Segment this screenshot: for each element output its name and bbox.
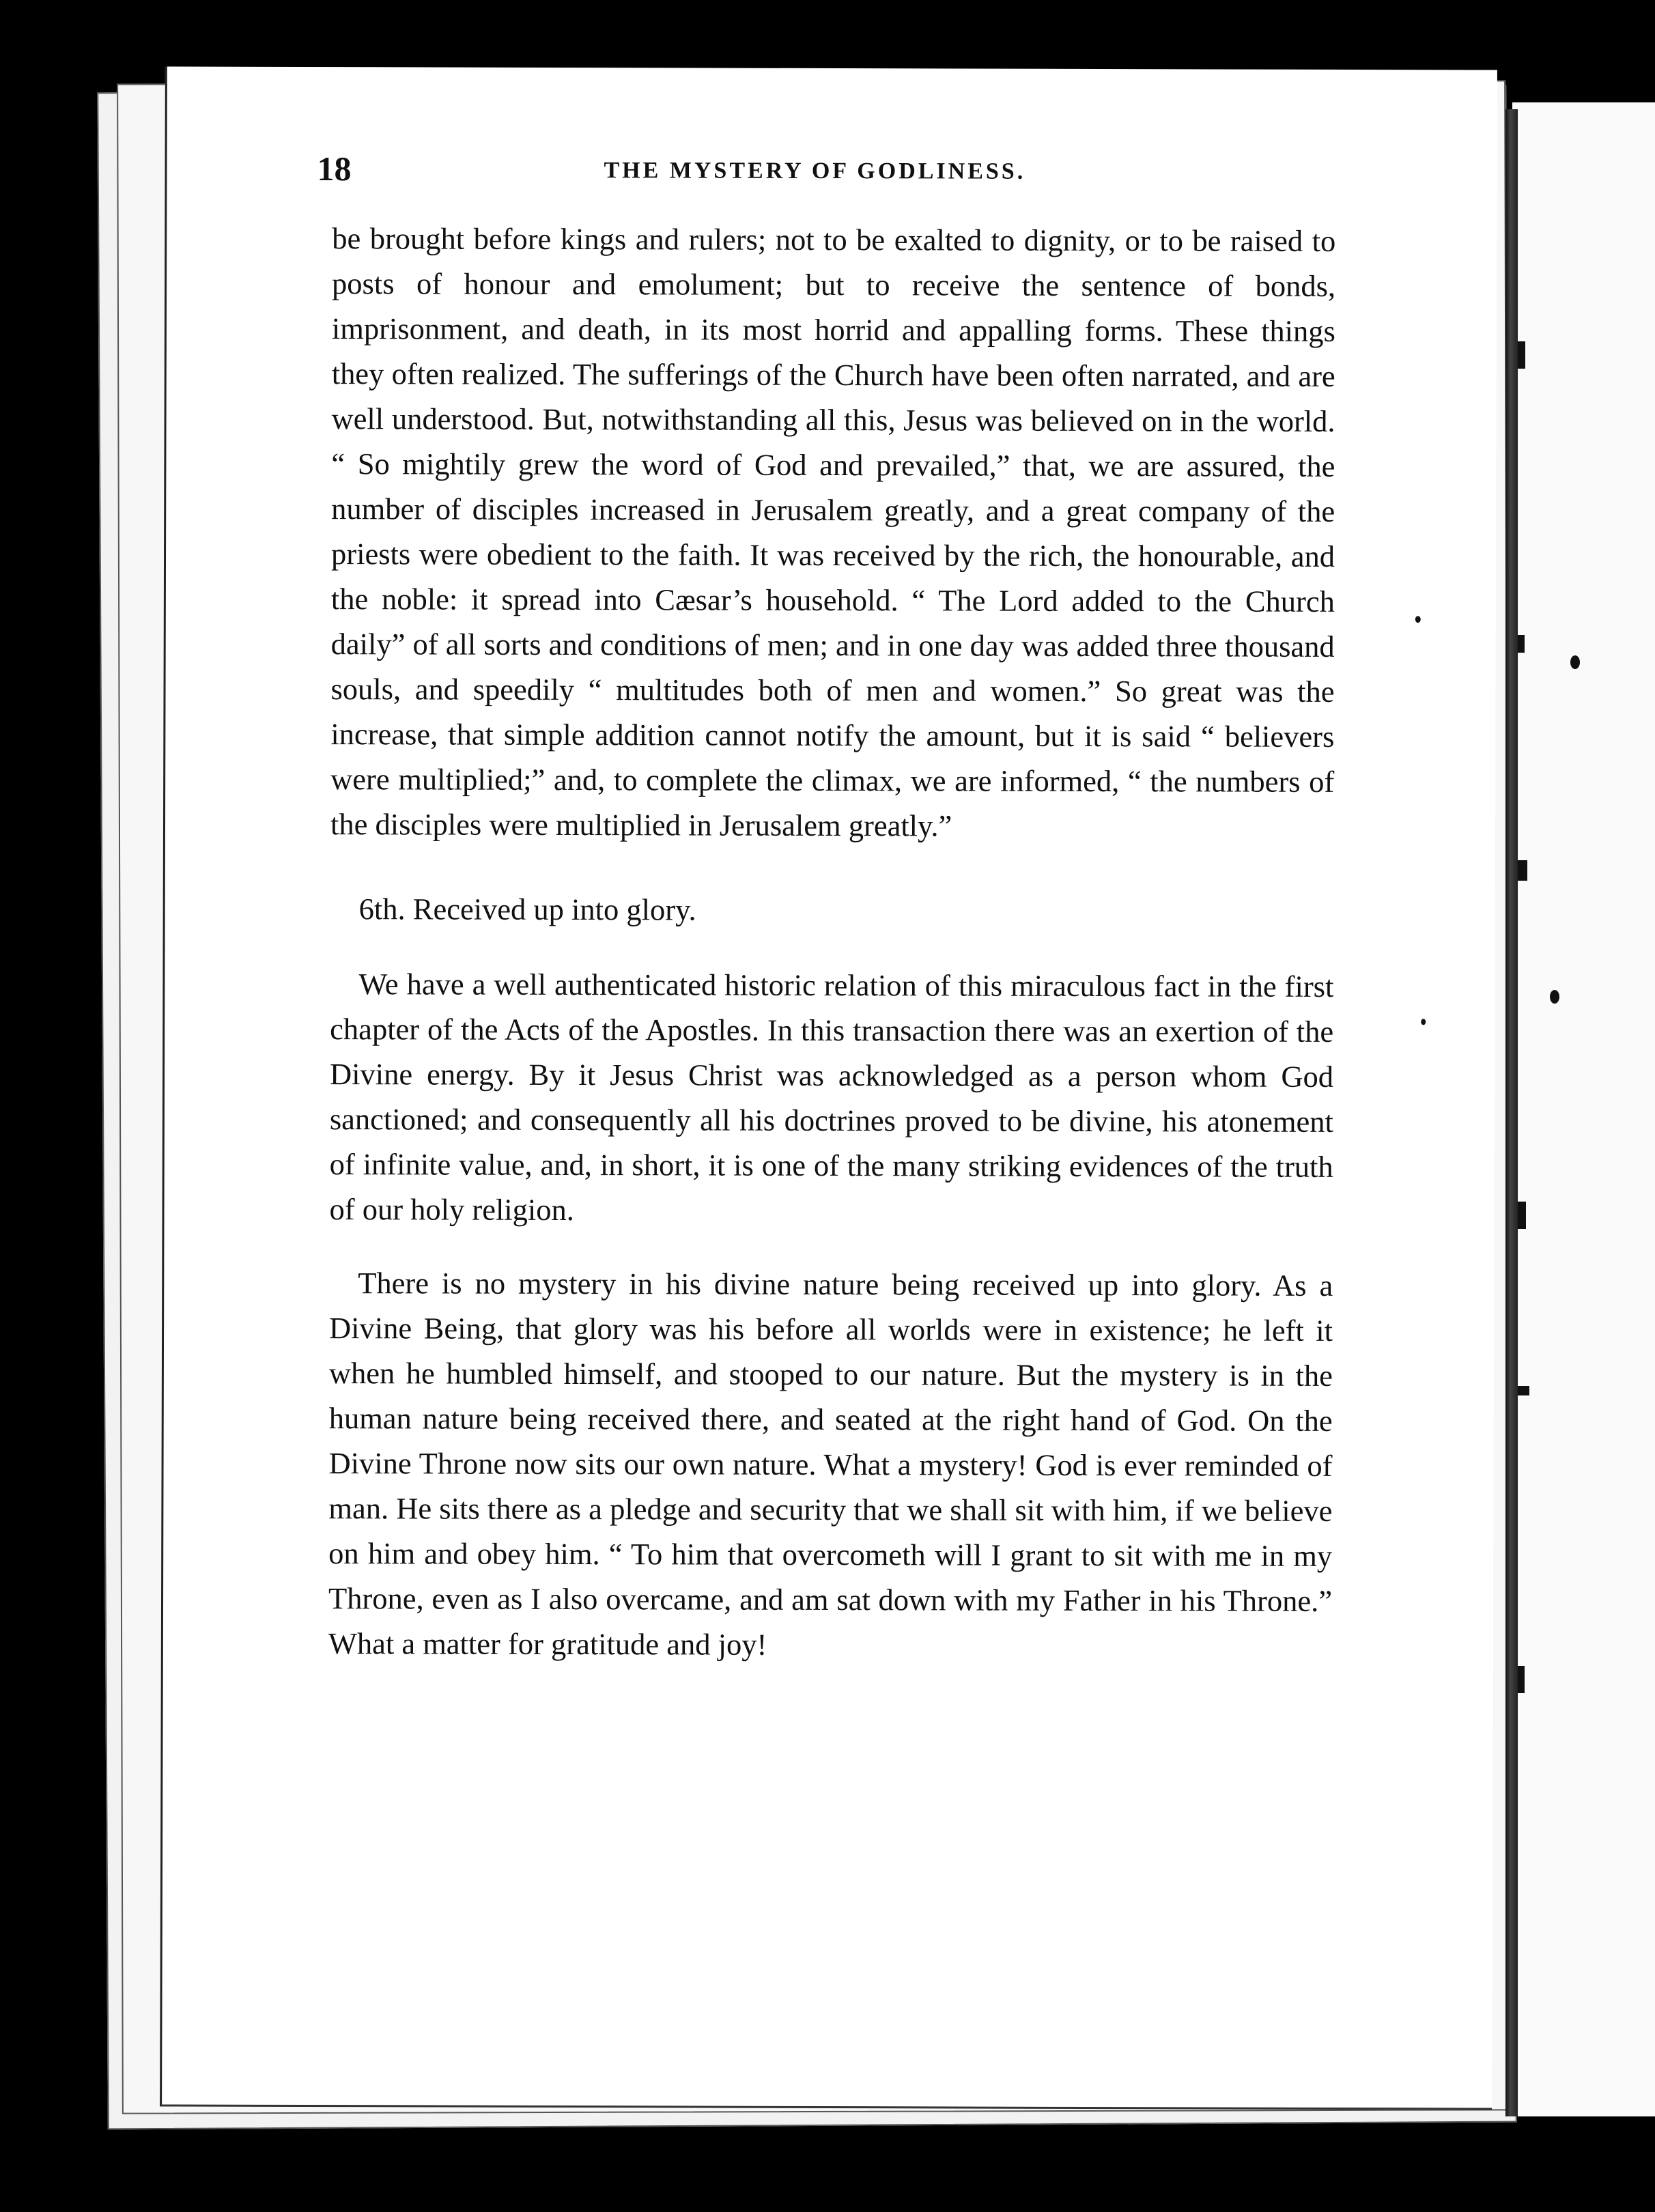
facing-page-mark <box>1518 1202 1526 1229</box>
facing-page-edge <box>1512 102 1655 2116</box>
paragraph: There is no mystery in his divine nature being received up into glory. As a Divine Being, that glory was his before all worlds were in existence; he left it when he humbled himself, and stooped to our nature. But the mystery is in the human nature being received there, and seated at the right hand of God. On the Divine Throne now sits our own nature. What a mystery! God is ever reminded of man. He sits there as a pledge and security that we shall sit with him, if we believe on him and obey him. “ To him that overcometh will I grant to sit with me in my Throne, even as I also overcame, and am sat down with my Father in his Throne.” What a matter for gratitude and joy! <box>328 1266 1333 1662</box>
facing-page-mark <box>1516 1386 1529 1395</box>
page-header <box>317 149 1387 193</box>
print-speck <box>1415 616 1421 623</box>
body-text <box>328 216 1336 1669</box>
book-page <box>160 66 1497 2110</box>
print-speck <box>1421 1019 1426 1025</box>
page-gutter <box>1505 109 1518 2116</box>
print-speck <box>1550 990 1559 1004</box>
print-speck <box>1570 655 1580 669</box>
paragraph: be brought before kings and rulers; not to be exalted to dignity, or to be raised to posts of honour and emolument; but to receive the sentence of bonds, imprisonment, and death, in its most horrid and appalling forms. These things they often realized. The sufferings of the Church have been often narrated, and are well understood. But, notwithstanding all this, Jesus was believed on in the world. “ So mightily grew the word of God and prevailed,” that, we are assured, the number of disciples increased in Jerusalem greatly, and a great company of the priests were obedient to the faith. It was received by the rich, the honourable, and the noble: it spread into Cæsar’s household. “ The Lord added to the Church daily” of all sorts and conditions of men; and in one day was added three thousand souls, and speedily “ multitudes both of men and women.” So great was the increase, that simple addition cannot notify the amount, but it is said “ believers were multiplied;” and, to complete the climax, we are informed, “ the numbers of the disciples were multiplied in Jerusalem greatly.” <box>330 221 1336 843</box>
section-heading: 6th. Received up into glory. <box>358 892 696 927</box>
page-number: 18 <box>317 150 352 188</box>
facing-page-mark <box>1516 860 1527 881</box>
running-head: THE MYSTERY OF GODLINESS. <box>604 158 1026 184</box>
paragraph: We have a well authenticated historic relation of this miraculous fact in the first chapter of the Acts of the Apostles. In this transaction there was an exertion of the Divine energy. By it Jesus Christ was acknowledged as a person whom God sanctioned; and consequently all his doctrines proved to be divine, his atonement of infinite value, and, in short, it is one of the many striking evidences of the truth of our holy religion. <box>329 967 1334 1228</box>
